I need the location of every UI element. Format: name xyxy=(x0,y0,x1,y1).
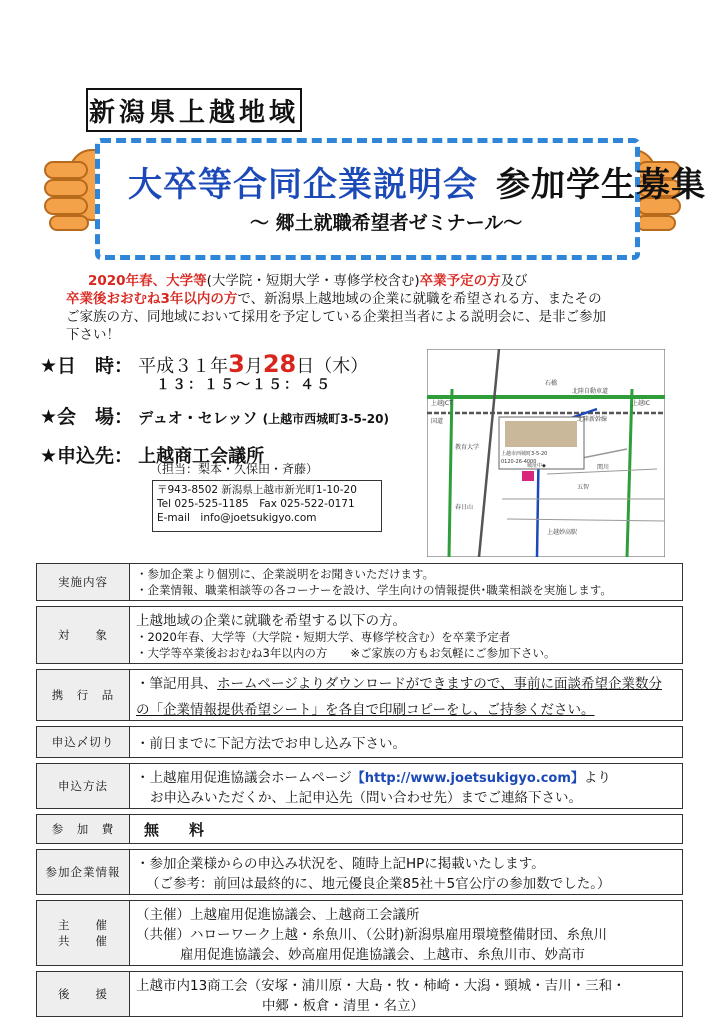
row-label-fee: 参 加 費 xyxy=(37,815,130,844)
row-label-content: 実施内容 xyxy=(37,564,130,601)
intro-red-3: 卒業後おおむね3年以内の方 xyxy=(66,291,238,307)
row-value-organizer xyxy=(130,901,683,966)
row-line: ・企業情報、職業相談等の各コーナーを設け、学生向けの情報提供･職業相談を実施します。 xyxy=(136,583,612,597)
map-label-6: 上越妙高駅 xyxy=(547,529,578,536)
row-line: の「企業情報提供希望シート」を各自で印刷コピーをし、ご持参ください。 xyxy=(136,702,595,718)
table-row xyxy=(37,901,683,966)
intro-text-1: (大学院・短期大学・専修学校含む) xyxy=(206,273,420,289)
date-year: 平成３１年 xyxy=(138,356,229,377)
venue-row xyxy=(40,402,389,429)
application-org: 上越商工会議所 xyxy=(138,446,265,467)
event-title-sub: 参加学生募集 xyxy=(496,165,706,205)
row-label-company-info: 参加企業情報 xyxy=(37,850,130,895)
row-line: お申込みいただくか、上記申込先（問い合わせ先）までご連絡下さい。 xyxy=(150,790,582,806)
row-value-content xyxy=(130,564,683,601)
download-link[interactable]: ホームページよりダウンロードができますので、事前に面談希望企業数分 xyxy=(217,676,662,692)
date-day: 28 xyxy=(262,350,297,378)
intro-text xyxy=(66,272,666,344)
row-value-company-info xyxy=(130,850,683,895)
intro-red-2: 卒業予定の方 xyxy=(419,273,501,289)
row-line: （共催）ハローワーク上越・糸魚川、（公財)新潟県雇用環境整備財団、糸魚川 xyxy=(136,927,608,943)
row-value-support xyxy=(130,972,683,1017)
venue-label: ★会 場： xyxy=(40,406,134,428)
time-range: １３：１５～１５：４５ xyxy=(156,377,332,393)
event-title-main: 大卒等合同企業説明会 xyxy=(128,165,478,205)
table-row xyxy=(37,764,683,809)
title-banner xyxy=(95,138,706,260)
table-row xyxy=(37,850,683,895)
map-label-11: 春日山 xyxy=(455,504,474,511)
intro-text-5: 下さい！ xyxy=(66,327,120,343)
map-label-5: 北陸新幹線 xyxy=(577,416,608,423)
details-table xyxy=(36,563,683,1017)
row-value-deadline: ・前日までに下記方法でお申し込み下さい。 xyxy=(130,727,683,758)
map-label-9: 城址中◆ xyxy=(527,463,546,469)
intro-text-4: ご家族の方、同地域において採用を予定している企業担当者による説明会に、是非ご参加 xyxy=(66,309,606,325)
row-line: ・参加企業より個別に、企業説明をお聞きいただけます。 xyxy=(136,567,435,581)
event-title xyxy=(128,157,706,206)
row-line: 中郷・板倉・清里・名立） xyxy=(262,998,424,1014)
row-line: ・参加企業様からの申込み状況を、随時上記HPに掲載いたします。 xyxy=(136,856,545,872)
row-value-fee: 無 料 xyxy=(130,815,683,844)
website-link[interactable]: 【http://www.joetsukigyo.com】 xyxy=(351,771,584,786)
table-row xyxy=(37,972,683,1017)
row-value-items xyxy=(130,670,683,721)
row-value-method xyxy=(130,764,683,809)
row-label-deadline: 申込〆切り xyxy=(37,727,130,758)
date-label: ★日 時： xyxy=(40,355,134,377)
row-label-target: 対 象 xyxy=(37,607,130,664)
map-label-2: 上越IC xyxy=(632,400,650,407)
intro-text-2: 及び xyxy=(500,273,528,289)
map-label-0: 石橋 xyxy=(545,380,558,387)
map-label-12: 五智 xyxy=(577,484,590,491)
row-line: （主催）上越雇用促進協議会、上越商工会議所 xyxy=(136,907,420,923)
table-row xyxy=(37,607,683,664)
row-label-items: 携 行 品 xyxy=(37,670,130,721)
intro-red-1: 2020年春、大学等 xyxy=(88,273,207,289)
row-value-target xyxy=(130,607,683,664)
row-line: ・筆記用具、 xyxy=(136,676,217,692)
venue-name: デュオ・セレッソ xyxy=(138,409,258,427)
date-month-unit: 月 xyxy=(244,356,263,377)
region-badge: 新潟県上越地域 xyxy=(86,88,302,132)
intro-text-3: で、新潟県上越地域の企業に就職を希望される方、またその xyxy=(237,291,602,307)
application-staff: （担当：梨本・久保田・斉藤） xyxy=(150,462,319,476)
map-label-13: 関川 xyxy=(597,464,610,471)
row-label-method: 申込方法 xyxy=(37,764,130,809)
contact-phone: Tel 025-525-1185 Fax 025-522-0171 xyxy=(157,498,355,510)
row-line: （ご参考：前回は最終的に、地元優良企業85社＋5官公庁の参加数でした。） xyxy=(146,876,611,892)
contact-box xyxy=(152,480,382,532)
row-line: 上越市内13商工会（安塚・浦川原・大島・牧・柿崎・大潟・頸城・吉川・三和・ xyxy=(136,978,626,994)
row-line: 上越地域の企業に就職を希望する以下の方。 xyxy=(136,613,406,629)
table-row xyxy=(37,670,683,721)
contact-email[interactable]: E-mail info@joetsukigyo.com xyxy=(157,512,317,524)
event-subtitle: ～ 郷土就職希望者ゼミナール～ xyxy=(250,212,523,234)
venue-address: (上越市西城町3-5-20) xyxy=(262,412,389,426)
date-weekday: 日（木） xyxy=(296,356,369,377)
row-line: 雇用促進協議会、妙高雇用促進協議会、上越市、糸魚川市、妙高市 xyxy=(180,947,585,963)
map-label-10: 教育大学 xyxy=(455,444,480,451)
row-line: ・大学等卒業後おおむね3年以内の方 ※ご家族の方もお気軽にご参加下さい。 xyxy=(136,646,556,660)
row-line: より xyxy=(583,770,611,786)
row-label-support: 後 援 xyxy=(37,972,130,1017)
venue-map xyxy=(427,349,665,557)
row-label-organizer: 主 催 共 催 xyxy=(37,901,130,966)
map-label-7: 上越市西城町3-5-20 xyxy=(501,451,548,457)
contact-address: 〒943-8502 新潟県上越市新光町1-10-20 xyxy=(157,484,357,496)
row-line: ・上越雇用促進協議会ホームページ xyxy=(136,770,352,786)
table-row xyxy=(37,727,683,758)
table-row xyxy=(37,815,683,844)
map-label-8: 0120-26-4000 xyxy=(501,459,537,465)
map-label-4: 国道 xyxy=(431,418,444,425)
date-month: 3 xyxy=(228,350,245,378)
table-row xyxy=(37,564,683,601)
application-label: ★申込先： xyxy=(40,445,134,467)
map-label-1: 上越JCT xyxy=(431,400,453,407)
map-label-3: 北陸自動車道 xyxy=(572,388,609,395)
row-line: ・2020年春、大学等（大学院・短期大学、専修学校含む）を卒業予定者 xyxy=(136,630,511,644)
